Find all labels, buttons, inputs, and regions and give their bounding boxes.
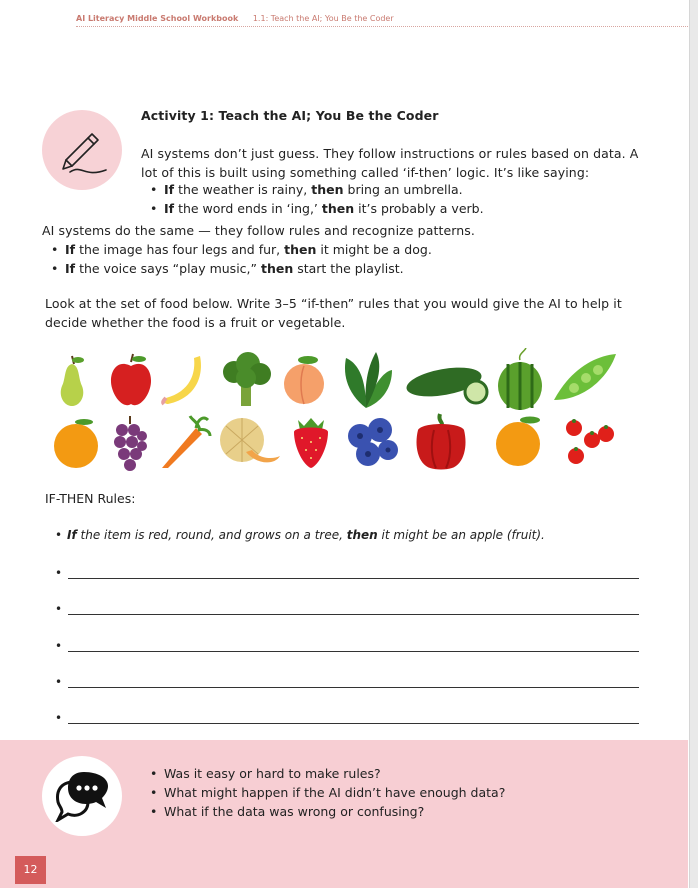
strawberry-icon <box>288 414 334 470</box>
food-illustrations <box>48 348 668 478</box>
answer-line-2[interactable]: • <box>55 602 645 620</box>
instructions-paragraph: Look at the set of food below. Write 3–5 “if-then” rules that you would give the AI to help it decide whether the food is a fruit or vegetable. <box>45 296 622 330</box>
peach-icon <box>280 352 328 406</box>
watermelon-icon <box>494 348 546 410</box>
list-item: • Was it easy or hard to make rules? <box>150 764 505 783</box>
reflection-icon-badge <box>42 756 122 836</box>
answer-line-3[interactable]: • <box>55 639 645 657</box>
page-number: 12 <box>15 856 46 884</box>
list-item: • What if the data was wrong or confusing? <box>150 802 505 821</box>
spinach-icon <box>336 348 396 410</box>
answer-line-5[interactable]: • <box>55 711 645 729</box>
answer-line-1[interactable]: • <box>55 566 645 584</box>
example-list-2 <box>51 240 432 278</box>
intro-paragraph: AI systems don’t just guess. They follow instructions or rules based on data. A lot of this is built using something called ‘if-then’ logic. It’s like saying: <box>141 146 639 180</box>
rules-label: IF-THEN Rules: <box>45 491 136 506</box>
patterns-paragraph: AI systems do the same — they follow rules and recognize patterns. <box>42 223 475 238</box>
list-item: • If the image has four legs and fur, then it might be a dog. <box>51 240 432 259</box>
banana-icon <box>158 352 208 408</box>
cantaloupe-icon <box>218 414 282 470</box>
blueberries-icon <box>344 414 402 470</box>
peas-icon <box>550 350 620 408</box>
red-pepper-icon <box>412 410 470 472</box>
example-list-1 <box>150 180 484 218</box>
pencil-icon <box>52 120 112 180</box>
pear-icon <box>52 352 92 408</box>
list-item: • If the weather is rainy, then bring an umbrella. <box>150 180 484 199</box>
grapes-icon <box>110 414 150 472</box>
cherry-tomatoes-icon <box>562 416 618 468</box>
carrot-icon <box>156 414 212 472</box>
answer-line-4[interactable]: • <box>55 675 645 693</box>
activity-title: Activity 1: Teach the AI; You Be the Coder <box>141 108 439 123</box>
broccoli-icon <box>218 350 274 408</box>
orange-icon <box>52 416 102 470</box>
reflection-questions <box>150 764 505 821</box>
cucumber-icon <box>406 356 490 406</box>
activity-icon-badge <box>42 110 122 190</box>
list-item: • If the word ends in ‘ing,’ then it’s probably a verb. <box>150 199 484 218</box>
list-item: • What might happen if the AI didn’t have enough data? <box>150 783 505 802</box>
orange-icon-2 <box>494 414 548 468</box>
scrollbar[interactable] <box>689 0 698 888</box>
apple-icon <box>106 352 156 408</box>
chapter-title: 1.1: Teach the AI; You Be the Coder <box>252 14 394 23</box>
chat-bubbles-icon <box>54 770 110 822</box>
running-header <box>76 14 688 27</box>
bullet: • <box>55 528 63 542</box>
list-item: • If the voice says “play music,” then start the playlist. <box>51 259 432 278</box>
book-title: AI Literacy Middle School Workbook <box>76 14 239 23</box>
